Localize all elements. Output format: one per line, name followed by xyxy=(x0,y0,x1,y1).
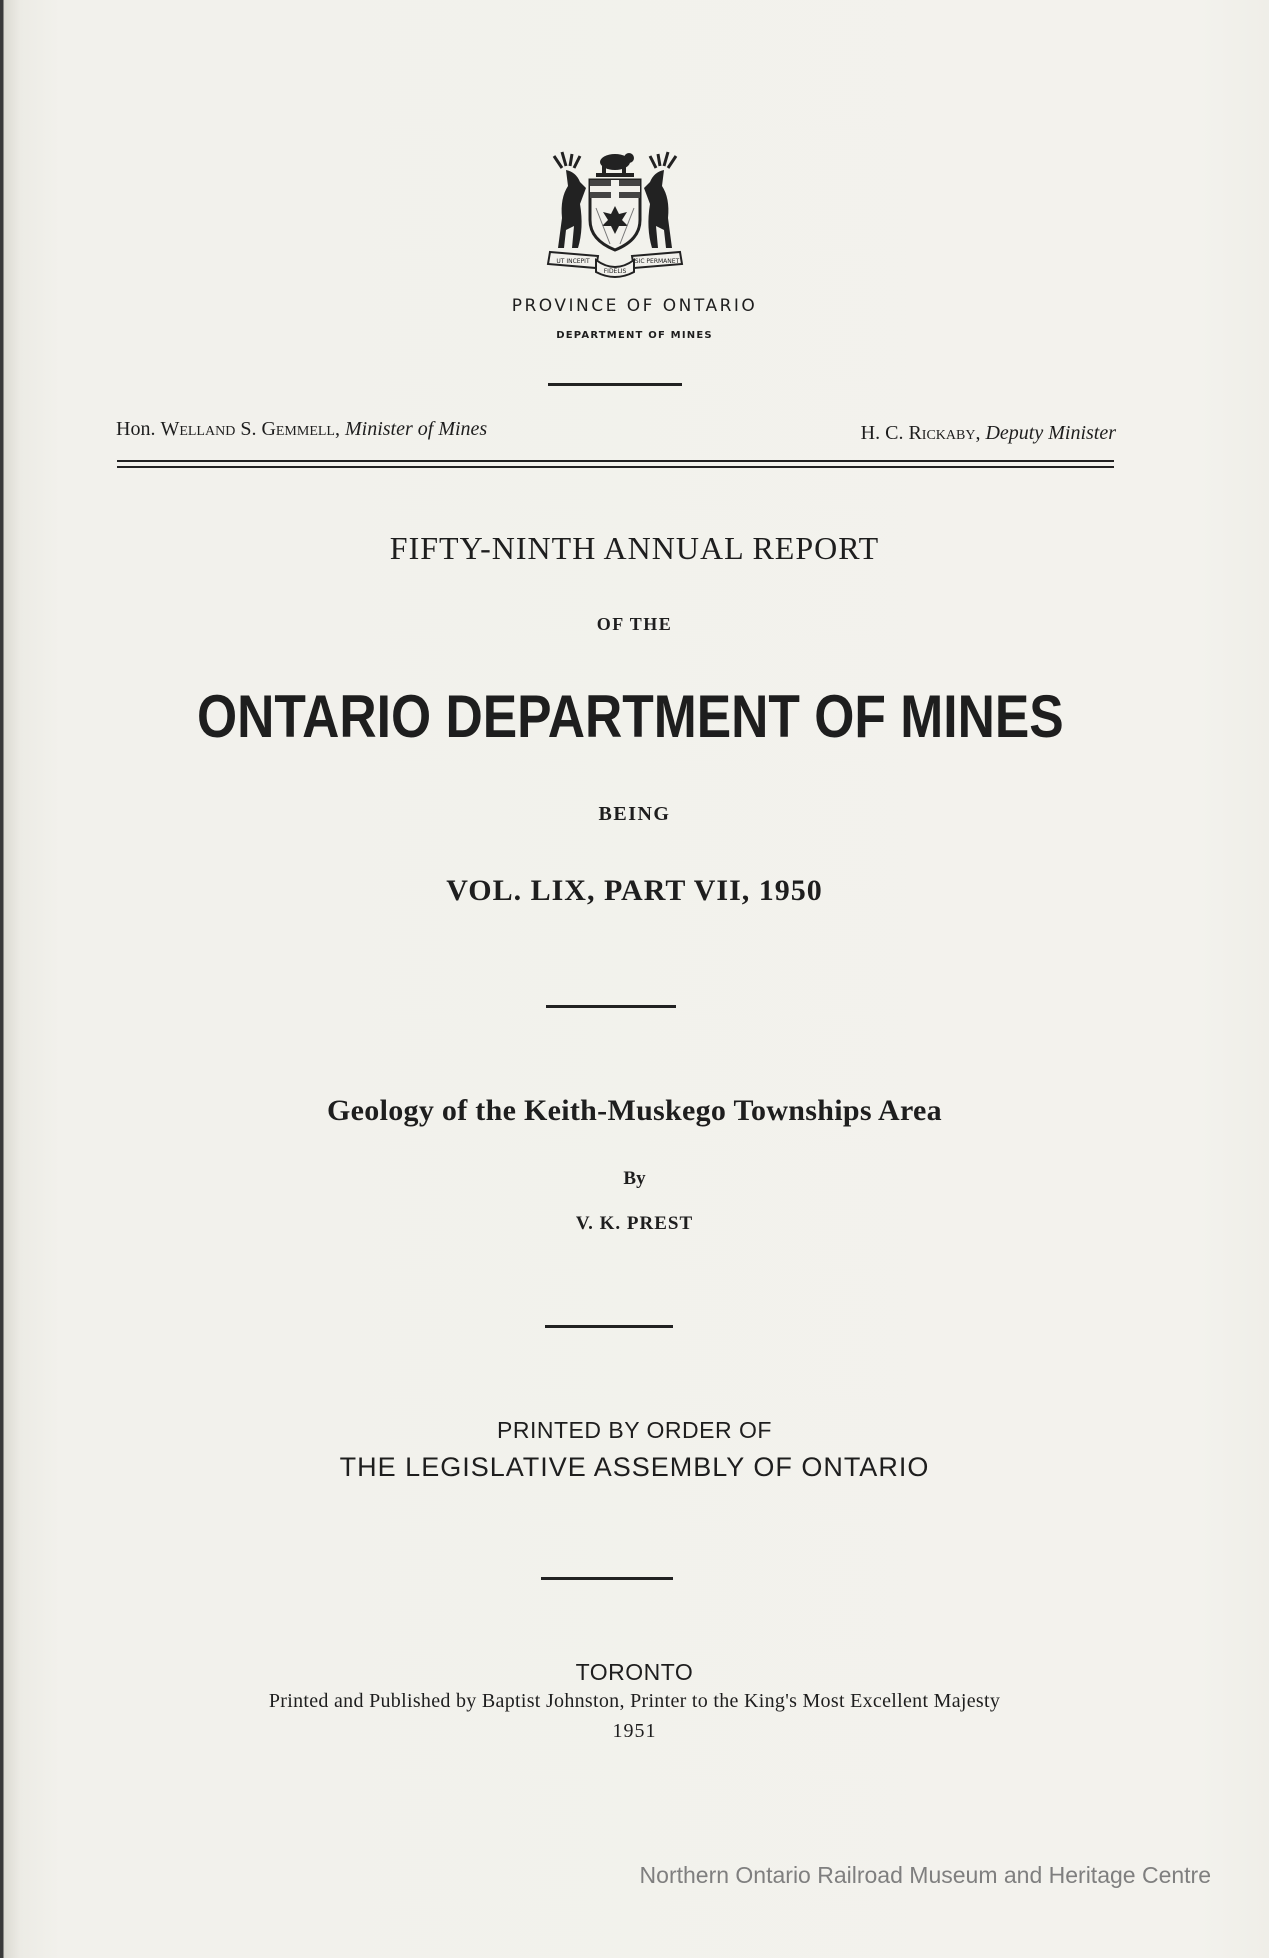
ontario-coat-of-arms-icon xyxy=(540,148,690,280)
annual-report-heading: FIFTY-NINTH ANNUAL REPORT xyxy=(389,530,880,566)
minister-credit xyxy=(116,418,487,441)
legislative-assembly-text: THE LEGISLATIVE ASSEMBLY OF ONTARIO xyxy=(339,1452,930,1482)
deputy-minister-title: Deputy Minister xyxy=(985,422,1116,444)
divider xyxy=(541,1577,673,1580)
minister-prefix: Hon. xyxy=(116,418,156,440)
minister-title: Minister of Mines xyxy=(345,418,488,440)
museum-watermark: Northern Ontario Railroad Museum and Heritage Centre xyxy=(639,1862,1211,1888)
province-heading: PROVINCE OF ONTARIO xyxy=(511,296,758,316)
volume-heading: VOL. LIX, PART VII, 1950 xyxy=(446,874,823,907)
deputy-minister-name: H. C. Rickaby, xyxy=(860,422,981,444)
subject-title: Geology of the Keith-Muskego Townships Area xyxy=(327,1094,942,1127)
double-rule-top xyxy=(117,460,1114,462)
author-name: V. K. PREST xyxy=(575,1213,694,1234)
motto-left-text: UT INCEPIT xyxy=(556,258,590,265)
organization-title: ONTARIO DEPARTMENT OF MINES xyxy=(197,683,1064,750)
printed-by-order-text: PRINTED BY ORDER OF xyxy=(497,1417,772,1443)
imprint-publisher: Printed and Published by Baptist Johnston, Printer to the King's Most Excellent Majesty xyxy=(268,1690,1001,1712)
deputy-minister-credit xyxy=(861,422,1116,445)
by-text: By xyxy=(623,1168,646,1189)
being-text: BEING xyxy=(598,803,671,825)
divider xyxy=(545,1325,673,1328)
minister-name: Welland S. Gemmell, xyxy=(160,418,340,440)
double-rule-bottom xyxy=(117,466,1114,468)
divider xyxy=(548,383,682,386)
imprint-year: 1951 xyxy=(612,1720,657,1742)
of-the-text: OF THE xyxy=(596,614,673,634)
department-subheading: DEPARTMENT OF MINES xyxy=(556,330,713,341)
imprint-city: TORONTO xyxy=(575,1659,694,1685)
divider xyxy=(546,1005,676,1008)
motto-right-text: SIC PERMANET xyxy=(634,258,680,265)
motto-center-text: FIDELIS xyxy=(603,268,627,275)
